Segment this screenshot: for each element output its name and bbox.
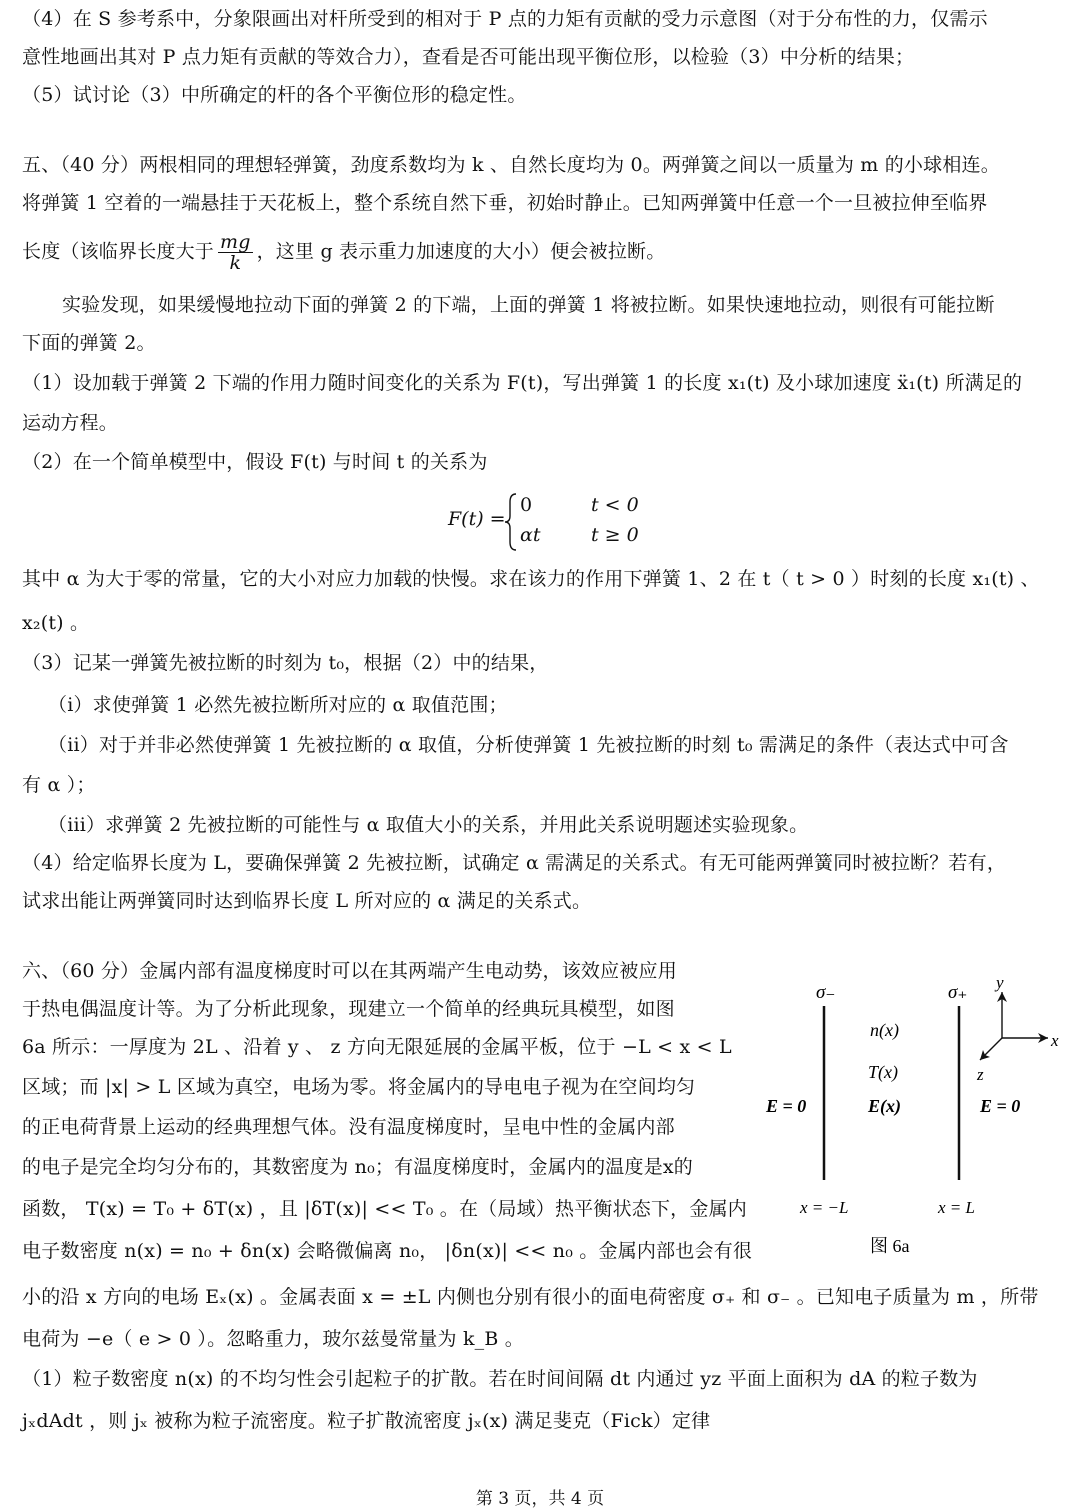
sigma-plus-label: σ₊	[948, 982, 968, 1003]
q5-part3-ii-line1: （ii）对于并非必然使弹簧 1 先被拉断的 α 取值，分析使弹簧 1 先被拉断的时刻 t₀ 需满足的条件（表达式中可含	[48, 734, 1009, 756]
equation-lhs: F(t) =	[448, 508, 506, 530]
q5-part3-iii: （iii）求弹簧 2 先被拉断的可能性与 α 取值大小的关系，并用此关系说明题述实验现象。	[48, 814, 809, 836]
x-plus-L-label: x = L	[938, 1198, 975, 1217]
q6-line9: 小的沿 x 方向的电场 Eₓ(x) 。金属表面 x = ±L 内侧也分别有很小的面电荷密度 σ₊ 和 σ₋ 。已知电子质量为 m ，所带	[22, 1286, 1039, 1308]
q6-line5: 的正电荷背景上运动的经典理想气体。没有温度梯度时，呈电中性的金属内部	[22, 1116, 675, 1138]
axis-z-label: z	[977, 1065, 984, 1084]
q5-part1-line2: 运动方程。	[22, 412, 119, 434]
q5-experiment-line2: 下面的弹簧 2。	[22, 332, 156, 354]
figure-caption: 图 6a	[870, 1236, 910, 1256]
fraction-denominator: k	[229, 252, 242, 274]
axes-icon	[980, 992, 1048, 1060]
q5-intro-line3-post: ，这里 g 表示重力加速度的大小）便会被拉断。	[256, 240, 666, 263]
q6-line12: jₓdAdt ，则 jₓ 被称为粒子流密度。粒子扩散流密度 jₓ(x) 满足斐克（Fick）定律	[22, 1410, 711, 1432]
q6-line4: 区域；而 |x| > L 区域为真空，电场为零。将金属内的导电电子视为在空间均匀	[22, 1076, 696, 1098]
sigma-minus-label: σ₋	[816, 982, 836, 1003]
q5-intro-line1: 五、（40 分）两根相同的理想轻弹簧，劲度系数均为 k 、自然长度均为 0。两弹簧之间以一质量为 m 的小球相连。	[22, 154, 1000, 176]
q5-part1-line1: （1）设加载于弹簧 2 下端的作用力随时间变化的关系为 F(t)，写出弹簧 1 的长度 x₁(t) 及小球加速度 ẍ₁(t) 所满足的	[22, 372, 1023, 394]
q6-line7: 函数， T(x) = T₀ + δT(x) ，且 |δT(x)| << T₀ 。在（局域）热平衡状态下，金属内	[22, 1198, 747, 1220]
q6-line2: 于热电偶温度计等。为了分析此现象，现建立一个简单的经典玩具模型，如图	[22, 998, 675, 1020]
figure-6a	[752, 968, 1072, 1268]
axis-y-label: y	[996, 973, 1004, 992]
axis-x-label: x	[1051, 1031, 1059, 1050]
q5-part4-line1: （4）给定临界长度为 L，要确保弹簧 2 先被拉断，试确定 α 需满足的关系式。有无可能两弹簧同时被拉断？若有，	[22, 852, 1007, 874]
case2-condition: t ≥ 0	[591, 524, 639, 546]
q6-line6: 的电子是完全均匀分布的，其数密度为 n₀；有温度梯度时，金属内的温度是x的	[22, 1156, 694, 1178]
left-brace	[504, 492, 518, 552]
case2-value: αt	[520, 524, 541, 546]
q6-line3: 6a 所示：一厚度为 2L 、沿着 y 、 z 方向无限延展的金属平板，位于 −L < x < L	[22, 1036, 732, 1058]
temperature-label: T(x)	[868, 1062, 898, 1082]
q4-part5: （5）试讨论（3）中所确定的杆的各个平衡位形的稳定性。	[22, 84, 527, 106]
q5-part3-ii-line2: 有 α ）；	[22, 774, 96, 796]
q6-line10: 电荷为 −e（ e > 0 ）。忽略重力，玻尔兹曼常量为 k_B 。	[22, 1328, 524, 1350]
q6-line1: 六、（60 分）金属内部有温度梯度时可以在其两端产生电动势，该效应被应用	[22, 960, 677, 982]
q4-part4-line1: （4）在 S 参考系中，分象限画出对杆所受到的相对于 P 点的力矩有贡献的受力示意图（对于分布性的力，仅需示	[22, 8, 988, 30]
q5-part3-line1: （3）记某一弹簧先被拉断的时刻为 t₀，根据（2）中的结果，	[22, 652, 549, 674]
q6-line11: （1）粒子数密度 n(x) 的不均匀性会引起粒子的扩散。若在时间间隔 dt 内通过 yz 平面上面积为 dA 的粒子数为	[22, 1368, 978, 1390]
q5-intro-line2: 将弹簧 1 空着的一端悬挂于天花板上，整个系统自然下垂，初始时静止。已知两弹簧中任意一个一旦被拉伸至临界	[22, 192, 988, 214]
q5-experiment-line1: 实验发现，如果缓慢地拉动下面的弹簧 2 的下端，上面的弹簧 1 将被拉断。如果快速地拉动，则很有可能拉断	[62, 294, 995, 316]
field-inside-label: E(x)	[868, 1096, 901, 1116]
field-right-label: E = 0	[980, 1096, 1021, 1116]
case1-condition: t < 0	[591, 494, 639, 516]
q5-intro-line3	[22, 232, 665, 273]
q5-part2-line3: x₂(t) 。	[22, 612, 90, 634]
q6-line8: 电子数密度 n(x) = n₀ + δn(x) 会略微偏离 n₀， |δn(x)| << n₀ 。金属内部也会有很	[22, 1240, 753, 1262]
q5-part4-line2: 试求出能让两弹簧同时达到临界长度 L 所对应的 α 满足的关系式。	[22, 890, 592, 912]
q5-intro-line3-pre: 长度（该临界长度大于	[22, 240, 215, 263]
q5-part2-line2: 其中 α 为大于零的常量，它的大小对应力加载的快慢。求在该力的作用下弹簧 1、2 在 t（ t > 0 ）时刻的长度 x₁(t) 、	[22, 568, 1040, 590]
q5-part3-i: （i）求使弹簧 1 必然先被拉断所对应的 α 取值范围；	[48, 694, 508, 716]
mg-over-k-fraction	[218, 232, 253, 273]
x-minus-L-label: x = −L	[800, 1198, 849, 1217]
fraction-numerator: mg	[220, 231, 251, 253]
page-footer: 第 3 页，共 4 页	[475, 1489, 605, 1509]
q5-part2-line1: （2）在一个简单模型中，假设 F(t) 与时间 t 的关系为	[22, 451, 488, 473]
case1-value: 0	[520, 494, 533, 516]
q4-part4-line2: 意性地画出其对 P 点力矩有贡献的等效合力），查看是否可能出现平衡位形，以检验（3）中分析的结果；	[22, 46, 915, 68]
density-label: n(x)	[870, 1020, 899, 1040]
field-left-label: E = 0	[766, 1096, 807, 1116]
piecewise-equation	[448, 490, 648, 554]
